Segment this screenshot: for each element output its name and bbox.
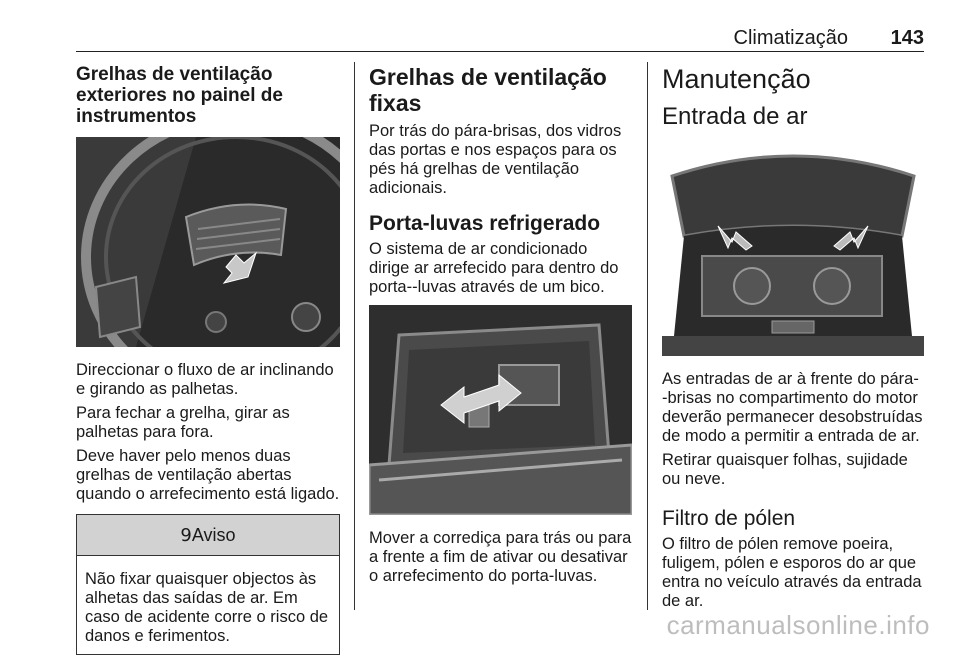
paragraph: Direccionar o fluxo de ar inclinando e girando as palhetas. [76, 361, 334, 398]
air-vent-illustration [76, 137, 340, 347]
column-divider [354, 62, 355, 610]
section-heading: Porta-luvas refrigerado [369, 212, 601, 235]
warning-body [77, 556, 339, 654]
column-2 [369, 64, 632, 591]
watermark: carmanualsonline.info [666, 610, 930, 640]
section-title: Climatização [733, 27, 848, 49]
paragraph: Deve haver pelo menos duas grelhas de ventilação abertas quando o arrefecimento está ligado. [76, 447, 340, 503]
engine-compartment-illustration [662, 146, 924, 356]
paragraph: O filtro de pólen remove poeira, fuligem, pólen e esporos do ar que entra no veículo através da entrada de ar. [662, 535, 922, 610]
section-heading: Entrada de ar [662, 103, 808, 130]
paragraph: O sistema de ar condicionado dirige ar arrefecido para dentro do porta--luvas através de um bico. [369, 240, 619, 296]
paragraph: Por trás do pára-brisas, dos vidros das portas e nos espaços para os pés há grelhas de ventilação adicionais. [369, 122, 622, 197]
page-header [76, 27, 924, 52]
section-heading: Filtro de pólen [662, 507, 796, 530]
paragraph: As entradas de ar à frente do pára--brisas no compartimento do motor deverão permanecer desobstruídas de modo a permitir a entrada de ar. [662, 370, 923, 445]
glovebox-illustration [369, 305, 632, 515]
warning-title: Aviso [191, 525, 236, 545]
warning-triangle-icon: 9 [180, 525, 192, 546]
paragraph: Mover a corrediça para trás ou para a frente a fim de ativar ou desativar o arrefecimento do porta-luvas. [369, 529, 632, 585]
warning-box [76, 514, 340, 655]
warning-header [77, 515, 339, 556]
column-3 [662, 64, 924, 616]
paragraph: Retirar quaisquer folhas, sujidade ou neve. [662, 451, 908, 488]
section-heading: Grelhas de ventilação exteriores no painel de instrumentos [76, 64, 283, 127]
column-divider [647, 62, 648, 610]
paragraph: Para fechar a grelha, girar as palhetas para fora. [76, 404, 290, 441]
page-number: 143 [890, 27, 924, 49]
section-heading: Grelhas de ventilação fixas [369, 64, 607, 116]
chapter-heading: Manutenção [662, 64, 811, 94]
column-1 [76, 64, 340, 655]
warning-text: Não fixar quaisquer objectos às alhetas das saídas de ar. Em caso de acidente corre o risco de danos e ferimentos. [85, 570, 329, 645]
